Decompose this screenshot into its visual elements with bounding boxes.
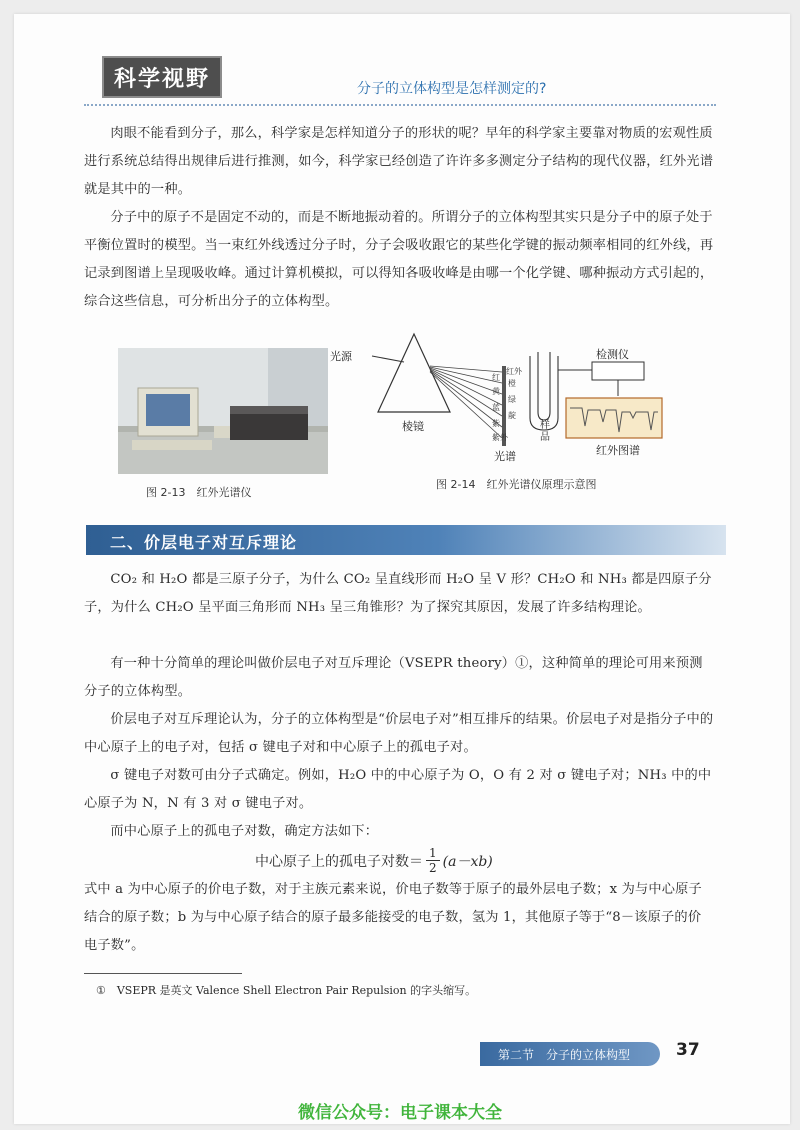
color-label: 红外: [506, 367, 522, 376]
sample-tube: [538, 352, 550, 420]
color-label: 黄: [492, 387, 500, 396]
color-label: 紫外: [492, 433, 508, 442]
color-label: 蓝: [492, 403, 500, 412]
footnote: ① VSEPR 是英文 Valence Shell Electron Pair Repulsion 的字头缩写。: [96, 984, 477, 997]
body-paragraph-4: σ 键电子对数可由分子式确定。例如，H₂O 中的中心原子为 O，O 有 2 对 σ 键电子对；NH₃ 中的中心原子为 N，N 有 3 对 σ 键电子对。: [84, 768, 712, 811]
box-paragraph-2: 分子中的原子不是固定不动的，而是不断地振动着的。所谓分子的立体构型其实只是分子中的原子处于平衡位置时的模型。当一束红外线透过分子时，分子会吸收跟它的某些化学键的振动频率相同的红外线，再记录到图谱上呈现吸收峰。通过计算机模拟，可以得知各吸收峰是由哪一个化学键、哪种振动方式引起的，综合这些信息，可分析出分子的立体构型。: [84, 210, 714, 309]
color-label: 靛: [508, 411, 516, 420]
spectrum-label: 光谱: [494, 450, 516, 463]
science-view-badge: [102, 56, 222, 98]
detector-box: [592, 362, 644, 380]
body-paragraph-1: CO₂ 和 H₂O 都是三原子分子，为什么 CO₂ 呈直线形而 H₂O 呈 V 形？CH₂O 和 NH₃ 都是四原子分子，为什么 CH₂O 呈平面三角形而 NH₃ 呈三角锥形？为了探究其原因，发展了许多结构理论。: [84, 572, 712, 615]
formula-rhs: (a－xb): [442, 853, 493, 870]
page-number: 37: [676, 1040, 700, 1060]
footnote-rule: [84, 973, 242, 974]
section-title: 二、价层电子对互斥理论: [110, 533, 298, 552]
formula-denominator: 2: [429, 861, 437, 875]
body-paragraph-3: 价层电子对互斥理论认为，分子的立体构型是“价层电子对”相互排斥的结果。价层电子对是指分子中的中心原子上的电子对，包括 σ 键电子对和中心原子上的孤电子对。: [84, 712, 714, 755]
detector-label: 检测仪: [596, 348, 629, 361]
sample-tube-outer: [530, 356, 558, 430]
dotted-divider: [84, 104, 716, 106]
body-paragraph-6: 式中 a 为中心原子的价电子数，对于主族元素来说，价电子数等于原子的最外层电子数；x 为与中心原子结合的原子数；b 为与中心原子结合的原子最多能接受的电子数，氢为 1，其他原子等于“8－该原子的价电子数”。: [84, 882, 702, 953]
light-source-label: 光源: [330, 350, 352, 363]
figure-13-caption: 图 2-13 红外光谱仪: [146, 486, 252, 499]
ir-chart-label: 红外图谱: [596, 444, 640, 457]
incoming-beam: [372, 356, 404, 362]
sample-label: 样品: [540, 420, 550, 443]
formula-fraction: [426, 846, 440, 875]
color-label: 橙: [508, 379, 516, 388]
lone-pair-formula: [255, 846, 493, 875]
box-title: 分子的立体构型是怎样测定的?: [357, 81, 547, 97]
prism-shape: [378, 334, 450, 412]
ir-spectrometer-photo: [118, 348, 328, 474]
spectrum-color-labels: [492, 366, 523, 442]
science-view-label: 科学视野: [113, 66, 210, 92]
box-paragraph-1: 肉眼不能看到分子，那么，科学家是怎样知道分子的形状的呢？早年的科学家主要靠对物质的宏观性质进行系统总结得出规律后进行推测，如今，科学家已经创造了许许多多测定分子结构的现代仪器，红外光谱就是其中的一种。: [84, 126, 714, 197]
color-label: 红: [492, 373, 500, 382]
color-label: 绿: [508, 395, 516, 404]
wechat-watermark: 微信公众号：电子课本大全: [298, 1103, 502, 1123]
body-paragraph-5: 而中心原子上的孤电子对数，确定方法如下：: [110, 824, 379, 839]
body-paragraph-2: 有一种十分简单的理论叫做价层电子对互斥理论（VSEPR theory）①，这种简单的理论可用来预测分子的立体构型。: [84, 656, 703, 699]
formula-numerator: 1: [426, 846, 440, 861]
ir-principle-diagram: [330, 326, 670, 470]
chapter-label: 第二节 分子的立体构型: [498, 1048, 631, 1062]
color-label: 紫: [492, 419, 500, 428]
prism-label: 棱镜: [402, 420, 424, 433]
ir-chart-frame: [566, 398, 662, 438]
figure-14-caption: 图 2-14 红外光谱仪原理示意图: [436, 478, 597, 491]
formula-lhs: 中心原子上的孤电子对数＝: [255, 853, 423, 870]
